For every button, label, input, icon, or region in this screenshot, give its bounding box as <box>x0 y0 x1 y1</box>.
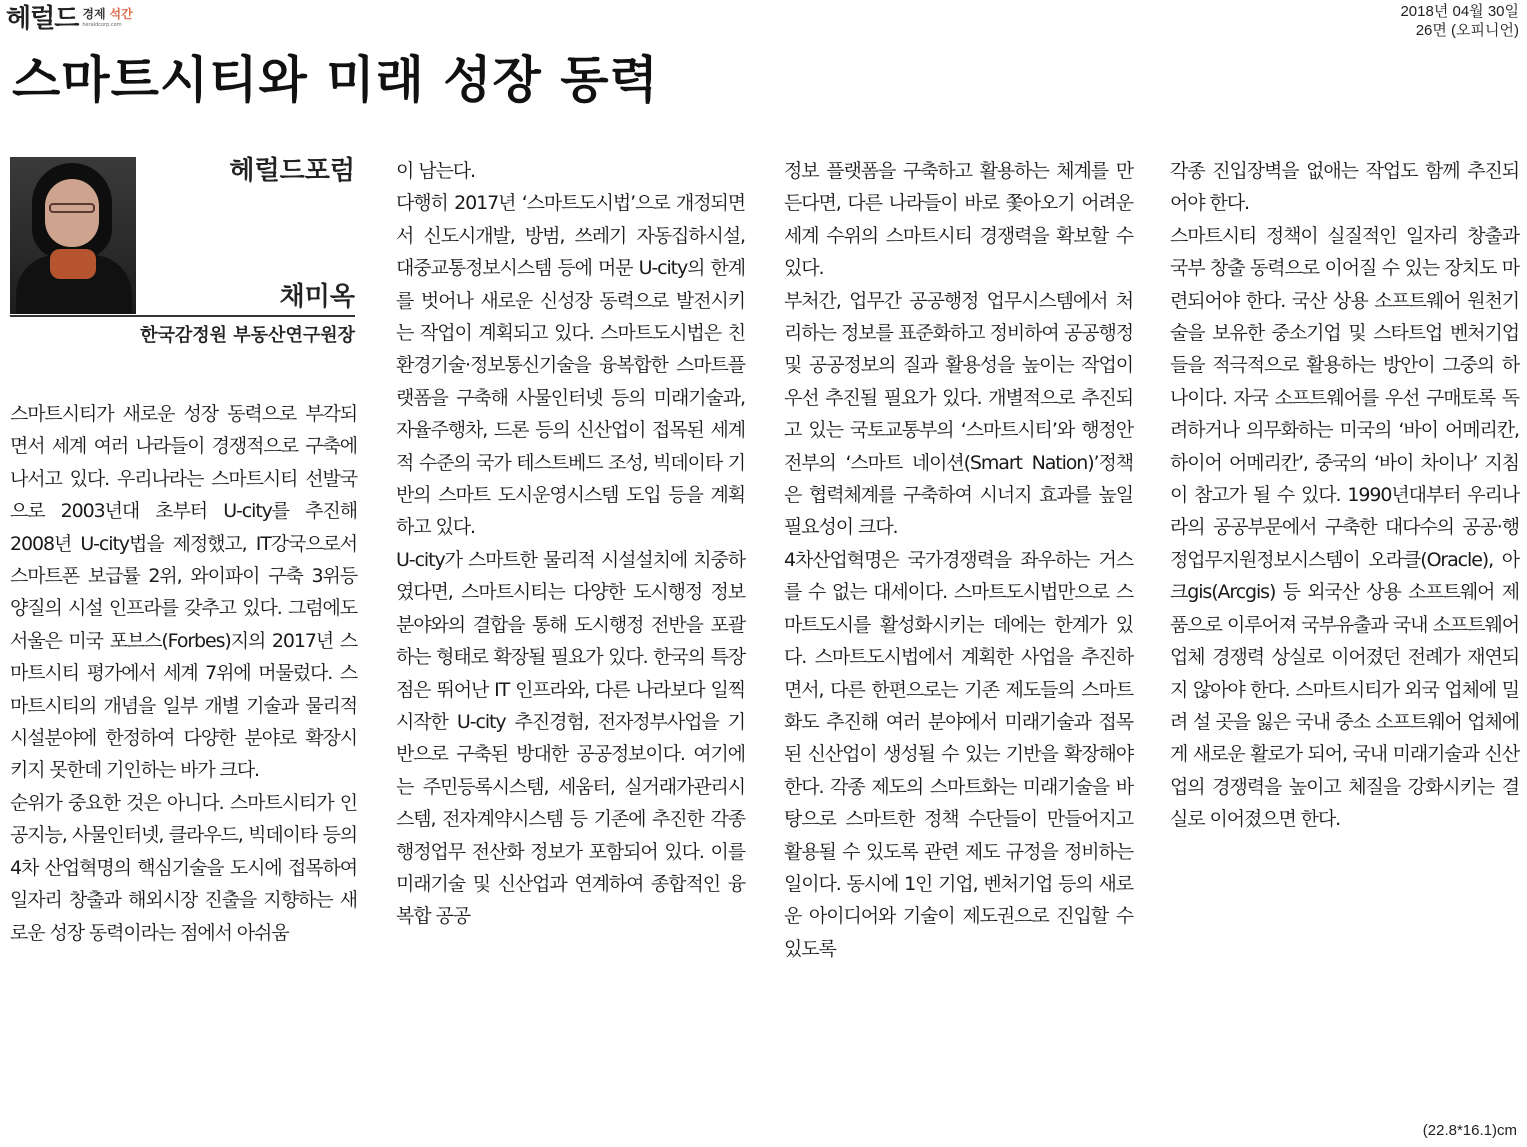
logo-sub-evening: 석간 <box>109 7 133 21</box>
logo-subtitle <box>82 7 132 21</box>
paragraph: 다행히 2017년 ‘스마트도시법’으로 개정되면서 신도시개발, 방범, 쓰레기 자동집하시설, 대중교통정보시스템 등에 머문 U-city의 한계를 벗어나 새로운 신성장 동력으로 발전시키는 작업이 계획되고 있다. 스마트도시법은 친환경기술·정보통신기술을 융복합한 스마트플랫폼을 구축해 사물인터넷 등의 미래기술과, 자율주행차, 드론 등의 신산업이 접목된 세계적 수준의 국가 테스트베드 조성, 빅데이타 기반의 스마트 도시운영시스템 도입 등을 계획하고 있다. <box>396 192 745 539</box>
author-name: 채미옥 <box>279 282 355 312</box>
column-series-title: 헤럴드포럼 <box>229 156 355 186</box>
author-affiliation: 한국감정원 부동산연구원장 <box>140 325 355 346</box>
byline-divider <box>10 315 355 317</box>
article-column-1 <box>10 398 357 949</box>
dateline <box>1400 2 1519 40</box>
paragraph: 각종 진입장벽을 없애는 작업도 함께 추진되어야 한다. <box>1170 160 1519 215</box>
paragraph: 부처간, 업무간 공공행정 업무시스템에서 처리하는 정보를 표준화하고 정비하여 공공행정 및 공공정보의 질과 활용성을 높이는 작업이 우선 추진될 필요가 있다. 개별적으로 추진되고 있는 국토교통부의 ‘스마트시티’와 행정안전부의 ‘스마트 네이션(Smart Nation)’정책은 협력체계를 구축하여 시너지 효과를 높일 필요성이 크다. <box>784 289 1133 539</box>
publication-date: 2018년 04월 30일 <box>1400 3 1519 20</box>
paragraph: 스마트시티가 새로운 성장 동력으로 부각되면서 세계 여러 나라들이 경쟁적으로 구축에 나서고 있다. 우리나라는 스마트시티 선발국으로 2003년대 초부터 U-city를 추진해 2008년 U-city법을 제정했고, IT강국으로서 스마트폰 보급률 2위, 와이파이 구축 3위등 양질의 시설 인프라를 갖추고 있다. 그럼에도 서울은 미국 포브스(Forbes)지의 2017년 스마트시티 평가에서 세계 7위에 머물렀다. 스마트시티의 개념을 일부 개별 기술과 물리적 시설분야에 한정하여 다양한 분야로 확장시키지 못한데 기인하는 바가 크다. <box>10 403 357 782</box>
article-column-2 <box>396 155 745 933</box>
article-column-3 <box>784 155 1133 965</box>
page-section: 26면 (오피니언) <box>1415 22 1519 39</box>
article-column-4 <box>1170 155 1519 836</box>
paragraph: 스마트시티 정책이 실질적인 일자리 창출과 국부 창출 동력으로 이어질 수 있는 장치도 마련되어야 한다. 국산 상용 소프트웨어 원천기술을 보유한 중소기업 및 스타트업 벤처기업들을 적극적으로 활용하는 방안이 그중의 하나이다. 자국 소프트웨어를 우선 구매토록 독려하거나 의무화하는 미국의 ‘바이 어메리칸, 하이어 어메리칸’, 중국의 ‘바이 차이나’ 지침이 참고가 될 수 있다. 1990년대부터 우리나라의 공공부문에서 구축한 대다수의 공공·행정업무지원정보시스템이 오라클(Oracle), 아크gis(Arcgis) 등 외국산 상용 소프트웨어 제품으로 이루어져 국부유출과 국내 소프트웨어 업체 경쟁력 상실로 이어졌던 전례가 재연되지 않아야 한다. 스마트시티가 외국 업체에 밀려 설 곳을 잃은 국내 중소 소프트웨어 업체에게 새로운 활로가 되어, 국내 미래기술과 신산업의 경쟁력을 높이고 체질을 강화시키는 결실로 이어졌으면 한다. <box>1170 224 1519 831</box>
paragraph: 순위가 중요한 것은 아니다. 스마트시티가 인공지능, 사물인터넷, 클라우드, 빅데이타 등의 4차 산업혁명의 핵심기술을 도시에 접목하여 일자리 창출과 해외시장 진출을 지향하는 새로운 성장 동력이라는 점에서 아쉬움 <box>10 791 357 944</box>
logo-url: heraldcorp.com <box>82 22 122 28</box>
masthead-logo <box>6 4 133 34</box>
article-size: (22.8*16.1)cm <box>1422 1122 1517 1139</box>
logo-side <box>82 4 132 29</box>
logo-sub-economy: 경제 <box>82 7 106 21</box>
paragraph: U-city가 스마트한 물리적 시설설치에 치중하였다면, 스마트시티는 다양한 도시행정 정보 분야와의 결합을 통해 도시행정 전반을 포괄하는 형태로 확장될 필요가 있다. 한국의 특장점은 뛰어난 IT 인프라와, 다른 나라보다 일찍 시작한 U-city 추진경험, 전자정부사업을 기반으로 구축된 방대한 공공정보이다. 여기에는 주민등록시스템, 세움터, 실거래가관리시스템, 전자계약시스템 등 기존에 추진한 각종 행정업무 전산화 정보가 포함되어 있다. 이를 미래기술 및 신산업과 연계하여 종합적인 융복합 공공 <box>396 548 745 928</box>
paragraph: 정보 플랫폼을 구축하고 활용하는 체계를 만든다면, 다른 나라들이 바로 쫓아오기 어려운 세계 수위의 스마트시티 경쟁력을 확보할 수 있다. <box>784 160 1133 280</box>
article-headline: 스마트시티와 미래 성장 동력 <box>12 51 659 109</box>
paragraph: 이 남는다. <box>396 160 475 182</box>
logo-text: 헤럴드 <box>6 4 79 34</box>
author-photo <box>10 157 136 314</box>
paragraph: 4차산업혁명은 국가경쟁력을 좌우하는 거스를 수 없는 대세이다. 스마트도시법만으로 스마트도시를 활성화시키는 데에는 한계가 있다. 스마트도시법에서 계획한 사업을 추진하면서, 다른 한편으로는 기존 제도들의 스마트화도 추진해 여러 분야에서 미래기술과 접목된 신산업이 생성될 수 있는 기반을 확장해야 한다. 각종 제도의 스마트화는 미래기술을 바탕으로 스마트한 정책 수단들이 만들어지고 활용될 수 있도록 관련 제도 규정을 정비하는 일이다. 동시에 1인 기업, 벤처기업 등의 새로운 아이디어와 기술이 제도권으로 진입할 수 있도록 <box>784 548 1133 960</box>
